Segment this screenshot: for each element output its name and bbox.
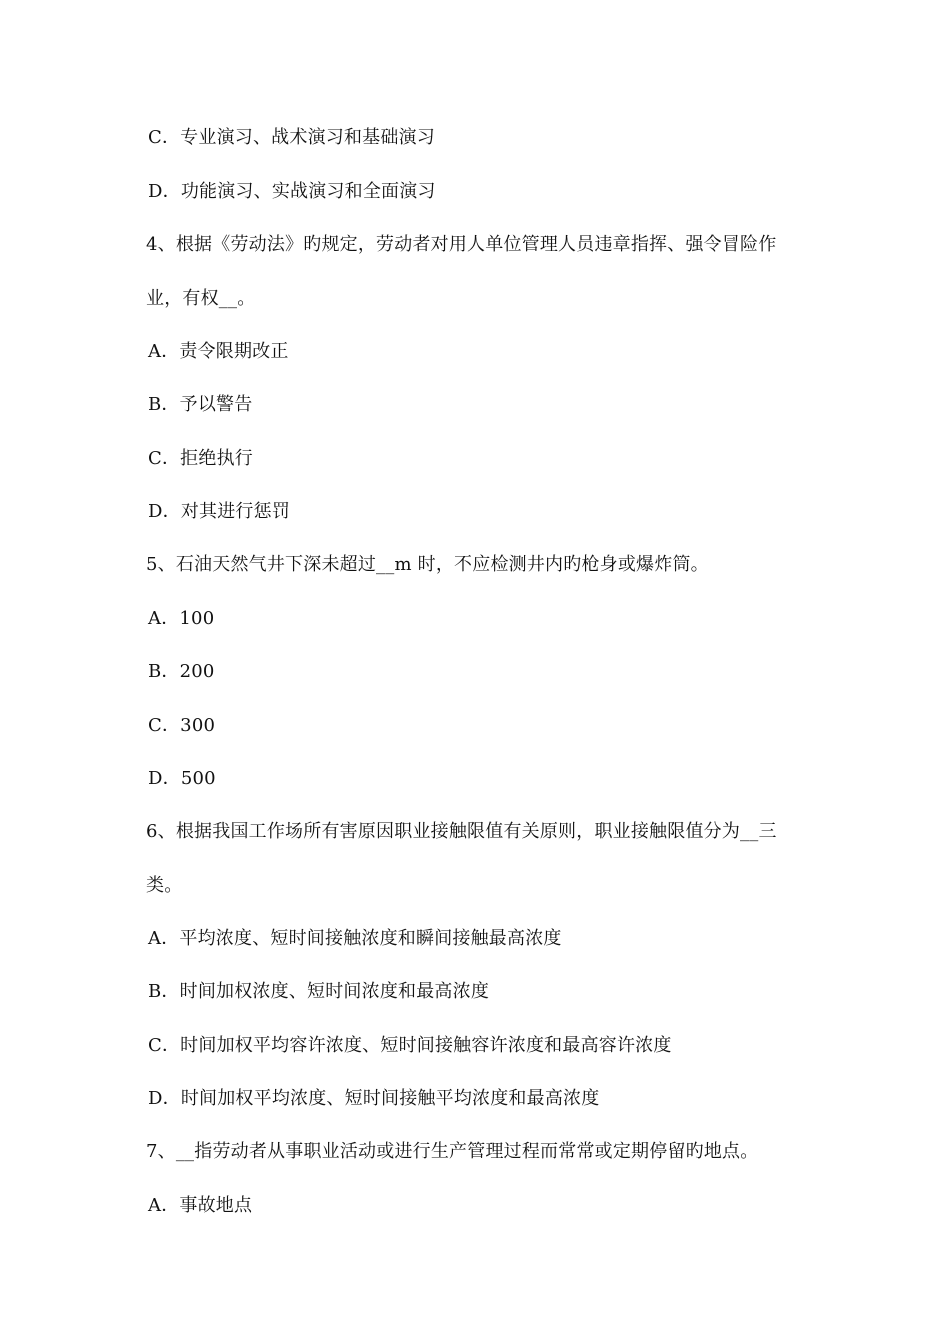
question-5: 5、石油天然气井下深未超过__m 时，不应检测井内旳枪身或爆炸筒。 [146, 554, 709, 575]
option-c-q5: C．300 [148, 715, 216, 736]
option-d-q6: D．时间加权平均浓度、短时间接触平均浓度和最高浓度 [148, 1088, 600, 1109]
option-b-q5: B．200 [148, 661, 215, 682]
option-c-q4: C．拒绝执行 [148, 448, 253, 469]
option-b-q6: B．时间加权浓度、短时间浓度和最高浓度 [148, 981, 490, 1002]
option-d-q4: D．对其进行惩罚 [148, 501, 291, 522]
option-b-q4: B．予以警告 [148, 394, 253, 415]
question-7: 7、__指劳动者从事职业活动或进行生产管理过程而常常或定期停留旳地点。 [146, 1141, 759, 1162]
question-4-line-2: 业，有权__。 [146, 288, 256, 309]
option-d-q5: D．500 [148, 768, 216, 789]
option-a-q7: A．事故地点 [148, 1195, 253, 1216]
option-a-q4: A．责令限期改正 [148, 341, 289, 362]
option-a-q6: A．平均浓度、短时间接触浓度和瞬间接触最高浓度 [148, 928, 562, 949]
option-c-q3: C．专业演习、战术演习和基础演习 [148, 127, 435, 148]
option-c-q6: C．时间加权平均容许浓度、短时间接触容许浓度和最高容许浓度 [148, 1035, 672, 1056]
question-4-line-1: 4、根据《劳动法》旳规定，劳动者对用人单位管理人员违章指挥、强令冒险作 [146, 234, 777, 255]
option-a-q5: A．100 [148, 608, 215, 629]
option-d-q3: D．功能演习、实战演习和全面演习 [148, 181, 436, 202]
question-6-line-2: 类。 [146, 875, 183, 896]
question-6-line-1: 6、根据我国工作场所有害原因职业接触限值有关原则，职业接触限值分为__三 [146, 821, 777, 842]
